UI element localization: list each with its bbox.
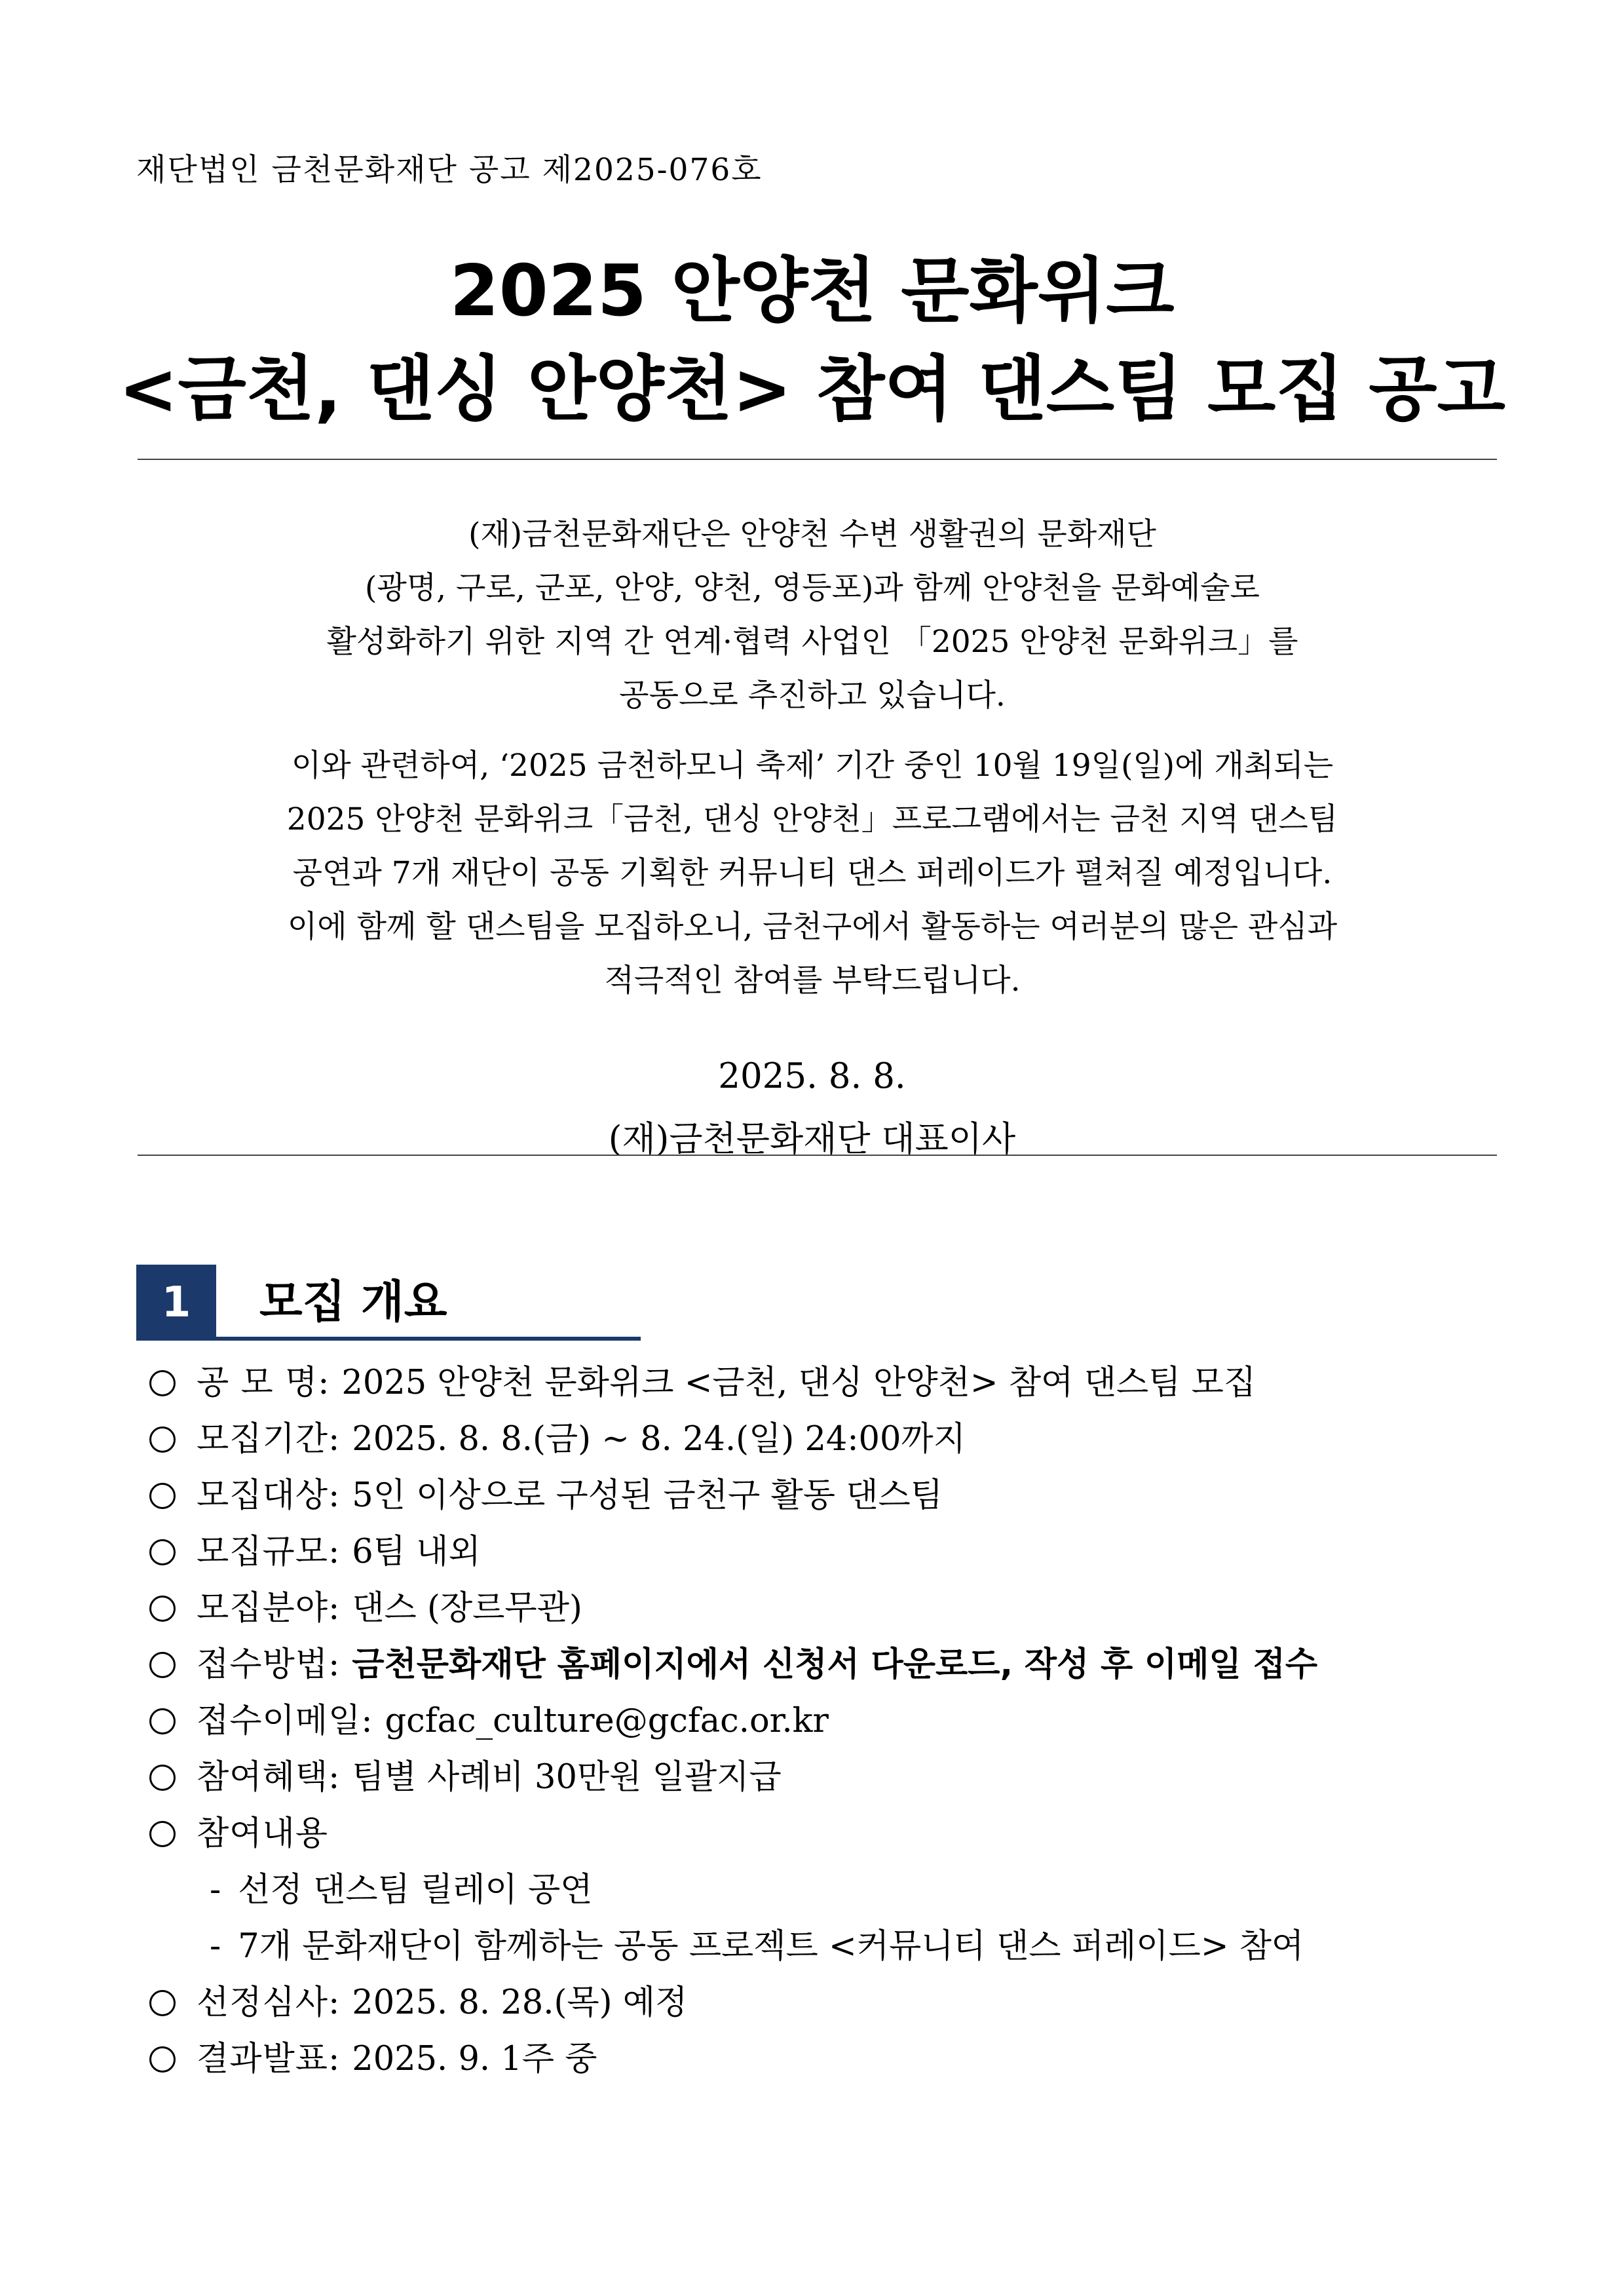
intro-line: 2025 안양천 문화위크「금천, 댄싱 안양천」프로그램에서는 금천 지역 댄스팀 (286, 801, 1338, 837)
circle-bullet-icon (149, 1370, 176, 1396)
intro-line: 적극적인 참여를 부탁드립니다. (604, 963, 1021, 999)
list-item-scale (149, 1524, 1512, 1580)
overview-list (149, 1355, 1512, 2088)
item-label: 접수방법: (197, 1645, 341, 1684)
item-value: 금천문화재단 홈페이지에서 신청서 다운로드, 작성 후 이메일 접수 (352, 1645, 1318, 1684)
intro-paragraph-2 (164, 739, 1461, 1008)
circle-bullet-icon (149, 1596, 176, 1622)
item-label: 모집규모: (197, 1533, 341, 1571)
item-label: 참여혜택: (197, 1758, 341, 1797)
list-item-result (149, 2031, 1512, 2088)
item-value: 2025. 8. 8.(금) ~ 8. 24.(일) 24:00까지 (352, 1420, 966, 1459)
item-value: 팀별 사례비 30만원 일괄지급 (352, 1758, 782, 1797)
signature-divider (138, 1155, 1497, 1156)
item-label: 모집기간: (197, 1420, 341, 1459)
circle-bullet-icon (149, 1652, 176, 1678)
intro-line: 공연과 7개 재단이 공동 기획한 커뮤니티 댄스 퍼레이드가 펼쳐질 예정입니다. (292, 855, 1332, 891)
issuer: (재)금천문화재단 대표이사 (608, 1119, 1016, 1159)
item-label: 결과발표: (197, 2040, 341, 2078)
circle-bullet-icon (149, 1990, 176, 2016)
circle-bullet-icon (149, 1708, 176, 1734)
title-divider (138, 459, 1497, 460)
intro-line: 이와 관련하여, ‘2025 금천하모니 축제’ 기간 중인 10월 19일(일)에 개최되는 (291, 748, 1334, 784)
intro-paragraph-1 (164, 508, 1461, 723)
item-value: 5인 이상으로 구성된 금천구 활동 댄스팀 (352, 1476, 943, 1515)
section-header (136, 1265, 641, 1341)
announcement-date: 2025. 8. 8. (718, 1056, 906, 1096)
section-underline (136, 1337, 641, 1341)
circle-bullet-icon (149, 2046, 176, 2073)
item-value: 2025. 9. 1주 중 (352, 2040, 597, 2078)
intro-line: 공동으로 추진하고 있습니다. (619, 678, 1006, 714)
title-line-1: 2025 안양천 문화위크 (449, 250, 1175, 332)
list-item-method (149, 1637, 1512, 1693)
intro-line: (광명, 구로, 군포, 안양, 양천, 영등포)과 함께 안양천을 문화예술로 (365, 570, 1260, 606)
sub-item-text: 선정 댄스팀 릴레이 공연 (238, 1871, 593, 1909)
item-label: 선정심사: (197, 1983, 341, 2022)
list-item-period (149, 1411, 1512, 1468)
list-item-review (149, 1975, 1512, 2031)
item-label: 공 모 명: (197, 1364, 330, 1402)
section-title: 모집 개요 (259, 1276, 447, 1328)
list-item-content (149, 1806, 1512, 1862)
list-item-benefit (149, 1750, 1512, 1806)
date-signature-block (0, 1045, 1624, 1171)
item-label: 모집대상: (197, 1476, 341, 1515)
list-item-target (149, 1468, 1512, 1524)
item-value: 6팀 내외 (352, 1533, 481, 1571)
title-line-2: <금천, 댄싱 안양천> 참여 댄스팀 모집 공고 (119, 349, 1505, 430)
item-value: 2025 안양천 문화위크 <금천, 댄싱 안양천> 참여 댄스팀 모집 (341, 1364, 1256, 1402)
item-label: 접수이메일: (197, 1702, 373, 1740)
list-item-field (149, 1580, 1512, 1637)
sub-list-item (149, 1862, 1512, 1919)
intro-line: 활성화하기 위한 지역 간 연계·협력 사업인 「2025 안양천 문화위크」를 (326, 624, 1298, 660)
dash-bullet: - (210, 1871, 221, 1909)
document-title (0, 242, 1624, 439)
item-label: 참여내용 (197, 1814, 329, 1853)
list-item-email (149, 1693, 1512, 1750)
list-item-title (149, 1355, 1512, 1411)
sub-item-text: 7개 문화재단이 함께하는 공동 프로젝트 <커뮤니티 댄스 퍼레이드> 참여 (238, 1927, 1304, 1966)
intro-line: 이에 함께 할 댄스팀을 모집하오니, 금천구에서 활동하는 여러분의 많은 관심과 (287, 909, 1338, 945)
circle-bullet-icon (149, 1539, 176, 1565)
circle-bullet-icon (149, 1765, 176, 1791)
intro-line: (재)금천문화재단은 안양천 수변 생활권의 문화재단 (468, 516, 1156, 552)
item-label: 모집분야: (197, 1589, 341, 1628)
dash-bullet: - (210, 1927, 221, 1966)
circle-bullet-icon (149, 1483, 176, 1509)
section-number-badge: 1 (136, 1265, 216, 1341)
circle-bullet-icon (149, 1426, 176, 1453)
circle-bullet-icon (149, 1821, 176, 1847)
item-value: 2025. 8. 28.(목) 예정 (352, 1983, 688, 2022)
sub-list-item (149, 1919, 1512, 1975)
notice-number: 재단법인 금천문화재단 공고 제2025-076호 (136, 152, 763, 188)
contact-email-link[interactable]: gcfac_culture@gcfac.or.kr (385, 1702, 829, 1740)
item-value: 댄스 (장르무관) (352, 1589, 582, 1628)
